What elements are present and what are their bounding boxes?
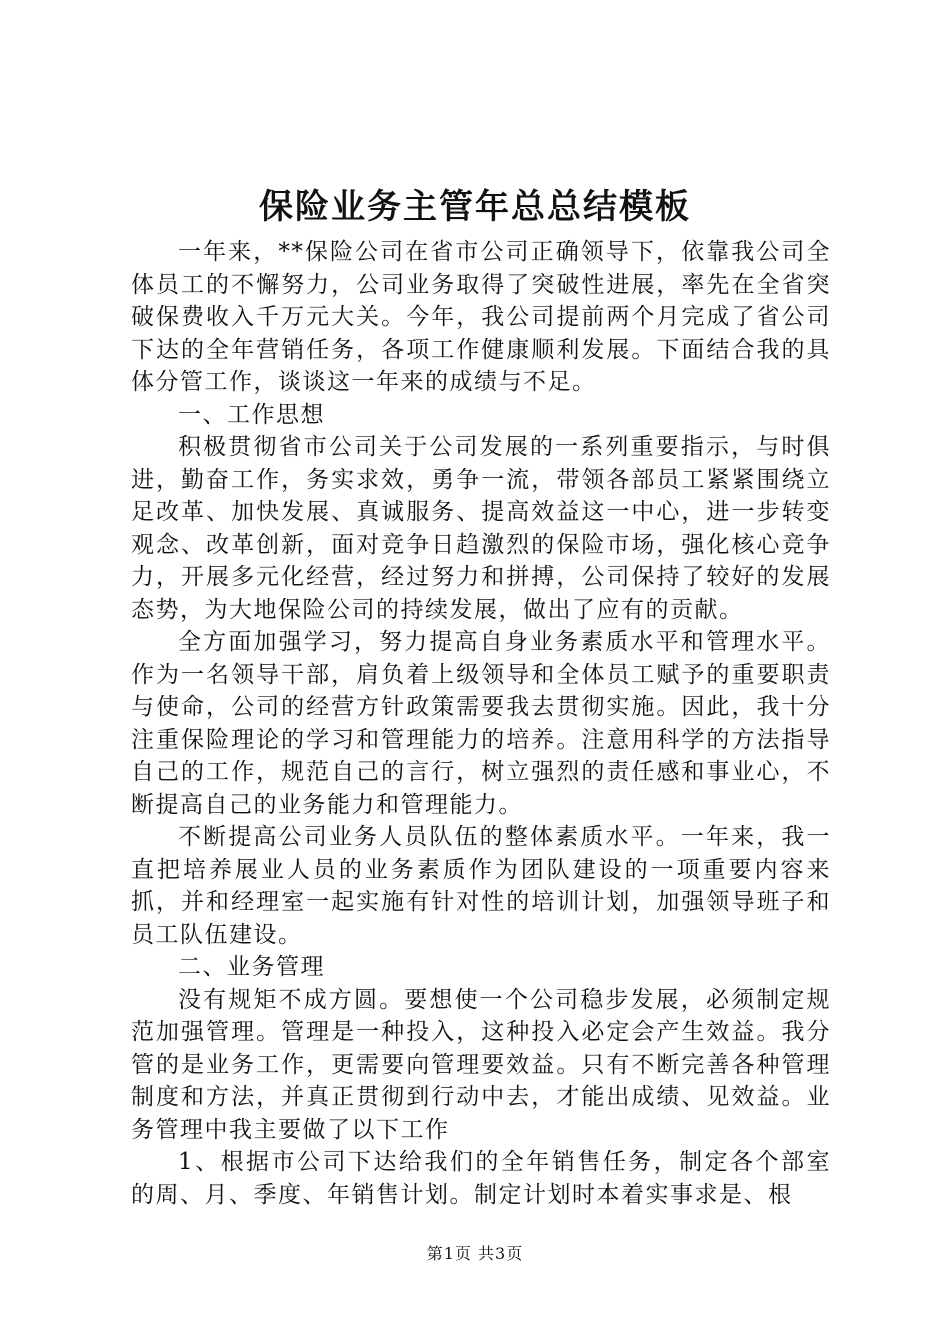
page-footer: 第1页 共3页	[426, 1244, 524, 1263]
section-heading-work-thought: 一、工作思想	[178, 401, 325, 428]
document-title: 保险业务主管年总总结模板	[259, 187, 691, 227]
section-heading-business-management: 二、业务管理	[178, 954, 325, 980]
paragraph-item-1: 1、根据市公司下达给我们的全年销售任务，制定各个部室的周、月、季度、年销售计划。制定计划时本着实事求是、根	[131, 1149, 831, 1208]
paragraph-intro: 一年来，**保险公司在省市公司正确领导下，依靠我公司全体员工的不懈努力，公司业务取得了突破性进展，率先在全省突破保费收入千万元大关。今年，我公司提前两个月完成了省公司下达的全年营销任务，各项工作健康顺利发展。下面结合我的具体分管工作，谈谈这一年来的成绩与不足。	[131, 239, 831, 395]
paragraph-work-thought: 积极贯彻省市公司关于公司发展的一系列重要指示，与时俱进，勤奋工作，务实求效，勇争一流，带领各部员工紧紧围绕立足改革、加快发展、真诚服务、提高效益这一中心，进一步转变观念、改革创新，面对竞争日趋激烈的保险市场，强化核心竞争力，开展多元化经营，经过努力和拼搏，公司保持了较好的发展态势，为大地保险公司的持续发展，做出了应有的贡献。	[131, 434, 831, 623]
paragraph-team-quality: 不断提高公司业务人员队伍的整体素质水平。一年来，我一直把培养展业人员的业务素质作为团队建设的一项重要内容来抓，并和经理室一起实施有针对性的培训计划，加强领导班子和员工队伍建设。	[131, 824, 831, 948]
document-body	[131, 236, 831, 1211]
paragraph-business-management: 没有规矩不成方圆。要想使一个公司稳步发展，必须制定规范加强管理。管理是一种投入，这种投入必定会产生效益。我分管的是业务工作，更需要向管理要效益。只有不断完善各种管理制度和方法，并真正贯彻到行动中去，才能出成绩、见效益。业务管理中我主要做了以下工作	[131, 986, 831, 1143]
paragraph-learning: 全方面加强学习，努力提高自身业务素质水平和管理水平。作为一名领导干部，肩负着上级领导和全体员工赋予的重要职责与使命，公司的经营方针政策需要我去贯彻实施。因此，我十分注重保险理论的学习和管理能力的培养。注意用科学的方法指导自己的工作，规范自己的言行，树立强烈的责任感和事业心，不断提高自己的业务能力和管理能力。	[131, 629, 831, 818]
